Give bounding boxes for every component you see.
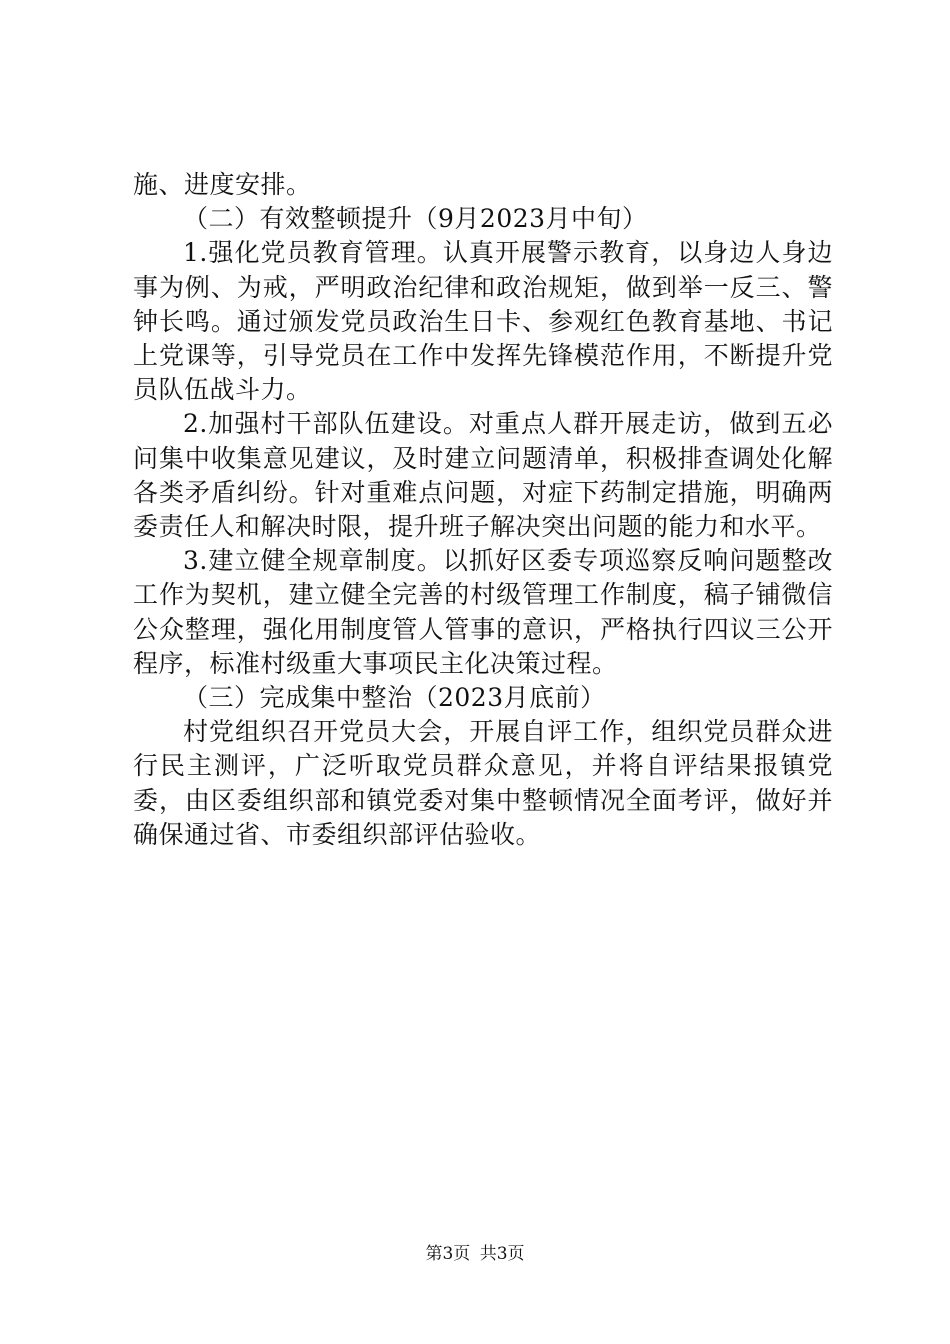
paragraph-item-1: 1.强化党员教育管理。认真开展警示教育，以身边人身边事为例、为戒，严明政治纪律和政治规矩，做到举一反三、警钟长鸣。通过颁发党员政治生日卡、参观红色教育基地、书记上党课等，引导党员在工作中发挥先锋模范作用，不断提升党员队伍战斗力。 xyxy=(133,238,833,405)
paragraph-final: 村党组织召开党员大会，开展自评工作，组织党员群众进行民主测评，广泛听取党员群众意见，并将自评结果报镇党委，由区委组织部和镇党委对集中整顿情况全面考评，做好并确保通过省、市委组织部评估验收。 xyxy=(133,717,833,849)
page-total: 共3页 xyxy=(479,1244,525,1264)
paragraph-item-3: 3.建立健全规章制度。以抓好区委专项巡察反响问题整改工作为契机，建立健全完善的村级管理工作制度，稿子铺微信公众整理，强化用制度管人管事的意识，严格执行四议三公开程序，标准村级重大事项民主化决策过程。 xyxy=(133,546,833,678)
page-footer xyxy=(0,1243,950,1265)
page-number: 第3页 xyxy=(425,1244,471,1264)
section-heading-3: （三）完成集中整治（2023月底前） xyxy=(183,683,606,713)
paragraph-continuation: 施、进度安排。 xyxy=(133,170,312,199)
document-body xyxy=(133,168,833,852)
paragraph-item-2: 2.加强村干部队伍建设。对重点人群开展走访，做到五必问集中收集意见建议，及时建立问题清单，积极排查调处化解各类矛盾纠纷。针对重难点问题，对症下药制定措施，明确两委责任人和解决时限，提升班子解决突出问题的能力和水平。 xyxy=(133,409,833,542)
section-heading-2: （二）有效整顿提升（9月2023月中旬） xyxy=(183,204,648,234)
